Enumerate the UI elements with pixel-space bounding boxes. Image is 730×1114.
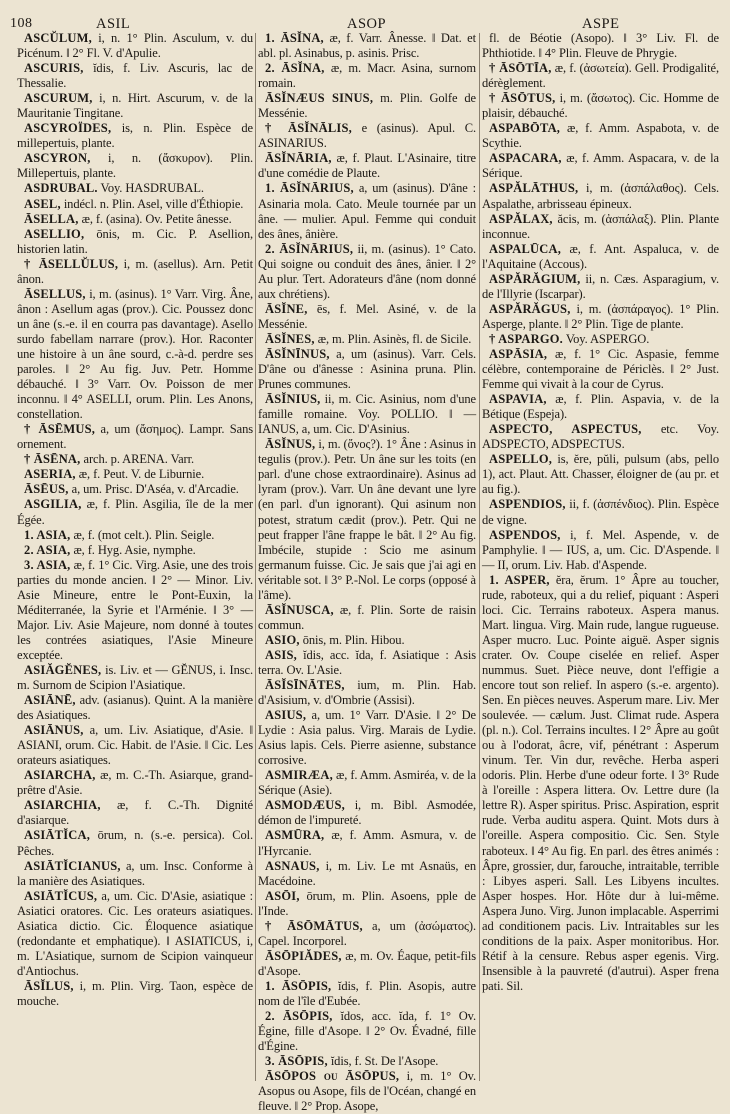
column-rule-right (479, 33, 480, 1081)
dictionary-entry (17, 558, 253, 663)
entry-definition: ii, n. Cæs. Asparagium, v. de l'Illyrie (Iscarpar). (482, 271, 720, 301)
entry-definition: æ, m. C.-Th. Asiarque, grand-prêtre d'Asie. (17, 768, 253, 798)
right-guide-word: ASPE (582, 16, 620, 32)
dictionary-entry (482, 272, 719, 302)
dictionary-entry (258, 648, 476, 678)
dictionary-entry (258, 1054, 476, 1069)
entry-definition: æ, f. 1° Cic. Aspasie, femme célèbre, contemporaine de Périclès. ‖ 2° Just. Femme qui vivait à la cour de Cyrus. (482, 346, 719, 392)
column-right (482, 31, 719, 1085)
dictionary-entry (17, 31, 253, 61)
entry-headword: ASGILIA, (24, 497, 82, 512)
dictionary-entry (258, 302, 476, 332)
entry-headword: ASCŬLUM, (24, 31, 92, 45)
entry-definition: æ, f. Hyg. Asie, nymphe. (73, 542, 196, 557)
entry-headword: ĀSĬLUS, (24, 978, 74, 993)
dictionary-entry (17, 543, 253, 558)
dictionary-entry (258, 678, 476, 708)
entry-definition: æ, f. 1° Cic. Virg. Asie, une des trois parties du monde ancien. ‖ 2° — Minor. Liv. Asie Mineure, entre le Pont-Euxin, la Méditerranée, la Syrie et l'Arménie. ‖ 3° — Major. Liv. Asie Majeure, nom donné à toutes les contrées asiatiques, l'Asie Mineure exceptée. (17, 557, 254, 662)
entry-definition: a, um. Cic. D'Asie, asiatique : Asiatici oratores. Cic. Les orateurs asiatiques. Asiatica dictio. Cic. Éloquence asiatique (redondante et emphatique). ‖ ASIATICUS, i, m. L'Asiatique, surnom de Scipion vainqueur d'Antiochus. (17, 888, 253, 978)
dictionary-entry (17, 497, 253, 527)
entry-headword: ASPAVIA, (489, 392, 547, 407)
entry-headword: 3. ASIA, (24, 557, 71, 572)
entry-definition: æ, f. Plin. Aspavia, v. de la Bétique (Espeja). (482, 392, 720, 422)
dictionary-entry (482, 242, 719, 272)
entry-headword: ASPĂLAX, (489, 211, 553, 226)
entry-headword: † ĀSĬNĀLIS, (265, 121, 352, 136)
dictionary-entry (482, 422, 719, 452)
dictionary-entry (258, 708, 476, 768)
entry-definition: m. Plin. Golfe de Messénie. (258, 91, 476, 121)
dictionary-entry (17, 197, 253, 212)
entry-definition: is, ĕre, pŭli, pulsum (abs, pello 1), act. Plaut. Att. Chasser, éloigner de (au pr. et au fig.). (482, 452, 719, 497)
entry-headword: ASEL, (24, 196, 61, 211)
entry-headword: ASIARCHIA, (24, 798, 101, 813)
dictionary-entry (258, 1009, 476, 1054)
dictionary-entry (482, 347, 719, 392)
entry-definition: i, m. 1° Ov. Asopus ou Asope, fils de l'Océan, changé en fleuve. ‖ 2° Prop. Asope, (258, 1069, 476, 1114)
dictionary-entry (17, 528, 253, 543)
dictionary-entry (17, 798, 253, 828)
center-guide-word: ASOP (347, 16, 387, 32)
entry-definition: a, um (asinus). D'âne : Asinaria mola. Cato. Meule tournée par un âne. — mulier. Apul. Femme qui conduit des ânes, ânière. (258, 181, 476, 241)
entry-definition: adv. (asianus). Quint. A la manière des Asiatiques. (17, 693, 253, 723)
entry-headword: ĀSŌPIĂDES, (265, 948, 342, 963)
dictionary-entry (17, 212, 253, 227)
entry-definition: æ, f. Amm. Aspacara, v. de la Sérique. (482, 151, 719, 181)
entry-definition: æ, f. C.-Th. Dignité d'asiarque. (17, 798, 253, 828)
dictionary-entry (482, 31, 719, 61)
entry-definition: ii, f. (ἀσπένδιος). Plin. Espèce de vigne. (482, 497, 719, 527)
entry-definition: i, m. Plin. Virg. Taon, espèce de mouche. (17, 978, 253, 1008)
entry-headword: ĀSĬNUSCA, (265, 602, 334, 617)
entry-definition: ĭdis, f. St. De l'Asope. (330, 1054, 439, 1069)
entry-definition: æ, f. (mot celt.). Plin. Seigle. (73, 527, 215, 542)
dictionary-entry (17, 151, 253, 181)
dictionary-entry (17, 768, 253, 798)
entry-headword: ASIĀNUS, (24, 723, 84, 738)
dictionary-entry (17, 452, 253, 467)
dictionary-entry (258, 603, 476, 633)
dictionary-entry (258, 31, 476, 61)
entry-definition: æ, f. Amm. Asmiréa, v. de la Sérique (Asie). (258, 768, 476, 798)
entry-headword: 1. ASIA, (24, 527, 71, 542)
dictionary-entry (17, 693, 253, 723)
entry-headword: ASIUS, (265, 708, 307, 723)
entry-definition: fl. de Béotie (Asopo). ‖ 3° Liv. Fl. de Phthiotide. ‖ 4° Plin. Fleuve de Phrygie. (482, 31, 719, 61)
entry-headword: 1. ASPER, (489, 572, 550, 587)
page-number: 108 (10, 16, 33, 31)
dictionary-entry (17, 828, 253, 858)
entry-headword: ASIS, (265, 647, 297, 662)
dictionary-entry (482, 452, 719, 497)
dictionary-entry (482, 528, 719, 573)
entry-headword: ĀSĬNĪNUS, (265, 346, 330, 361)
entry-definition: i, f. Mel. Aspende, v. de Pamphylie. ‖ — IUS, a, um. Cic. D'Aspende. ‖ — II, orum. Liv. Hab. d'Aspende. (482, 527, 719, 572)
dictionary-entry (482, 212, 719, 242)
dictionary-entry (258, 828, 476, 858)
dictionary-entry (258, 768, 476, 798)
entry-definition: i, n. 1° Plin. Asculum, v. du Picénum. ‖ 2° Fl. V. d'Apulie. (17, 31, 253, 61)
entry-headword: ASPACARA, (489, 151, 562, 166)
entry-headword: ASPENDOS, (489, 527, 561, 542)
entry-definition: etc. Voy. ADSPECTO, ADSPECTUS. (482, 422, 719, 452)
dictionary-entry (258, 242, 476, 302)
entry-headword: ASPĂRĂGUS, (489, 301, 571, 316)
entry-definition: ōrum, n. (s.-e. persica). Col. Pêches. (17, 828, 253, 858)
entry-definition: a, um. Insc. Conforme à la manière des Asiatiques. (17, 858, 253, 888)
entry-definition: æ, f. Amm. Aspabota, v. de Scythie. (482, 121, 719, 151)
dictionary-entry (17, 227, 253, 257)
entry-definition: ēs, f. Mel. Asiné, v. de la Messénie. (258, 301, 476, 331)
entry-headword: ASŌI, (265, 888, 300, 903)
dictionary-entry (17, 889, 253, 979)
entry-definition: ium, m. Plin. Hab. d'Asisium, v. d'Ombrie (Assisi). (258, 678, 476, 708)
entry-headword: ĀSŌPOS ou ĀSŌPUS, (265, 1069, 400, 1084)
dictionary-entry (258, 181, 476, 241)
entry-headword: ASPĀSIA, (489, 346, 548, 361)
entry-definition: ĭdis, acc. ĭda, f. Asiatique : Asis terra. Ov. L'Asie. (258, 647, 477, 677)
dictionary-entry (258, 1069, 476, 1114)
dictionary-entry (482, 61, 719, 91)
entry-definition: i, m. (ἄσωτος). Cic. Homme de plaisir, débauché. (482, 91, 719, 121)
dictionary-entry (17, 482, 253, 497)
entry-definition: ĭdos, acc. ĭda, f. 1° Ov. Égine, fille d'Asope. ‖ 2° Ov. Évadné, fille d'Égine. (258, 1009, 476, 1054)
entry-headword: ASELLIO, (24, 226, 85, 241)
dictionary-entry (258, 919, 476, 949)
dictionary-entry (258, 437, 476, 603)
dictionary-entry (258, 979, 476, 1009)
entry-definition: arch. p. ARENA. Varr. (83, 452, 195, 467)
dictionary-entry (17, 422, 253, 452)
entry-headword: ASPĂRĂGIUM, (489, 271, 581, 286)
dictionary-entry (258, 347, 476, 392)
entry-definition: Voy. HASDRUBAL. (100, 181, 204, 196)
dictionary-entry (482, 91, 719, 121)
entry-headword: 1. ĀSŌPIS, (265, 978, 332, 993)
entry-definition: ōnis, m. Cic. P. Asellion, historien latin. (17, 226, 253, 256)
entry-definition: e (asinus). Apul. C. ASINARIUS. (258, 121, 476, 151)
entry-headword: † ĀSELLŬLUS, (24, 256, 119, 271)
entry-headword: ASDRUBAL. (24, 181, 98, 196)
dictionary-entry (482, 573, 719, 994)
entry-headword: 1. ĀSĬNA, (265, 31, 324, 45)
entry-headword: † ĀSĒMUS, (24, 422, 96, 437)
left-guide-word: ASIL (96, 16, 131, 32)
entry-definition: æ, f. Peut. V. de Liburnie. (78, 467, 205, 482)
entry-definition: æ, m. Macr. Asina, surnom romain. (258, 61, 476, 91)
entry-headword: 2. ĀSĬNĀRIUS, (265, 241, 354, 256)
dictionary-entry (258, 61, 476, 91)
entry-definition: is, n. Plin. Espèce de millepertuis, plante. (17, 121, 253, 151)
entry-headword: 1. ĀSĬNĀRIUS, (265, 181, 354, 196)
entry-definition: i, m. Bibl. Asmodée, démon de l'impureté. (258, 798, 476, 828)
entry-definition: ii, m. Cic. Asinius, nom d'une famille romaine. Voy. POLLIO. ‖ — IANUS, a, um. Cic. D'Asinius. (258, 392, 476, 437)
entry-definition: i, m. (ἀσπάλαθος). Cels. Aspalathe, arbrisseau épineux. (482, 181, 719, 211)
dictionary-entry (482, 151, 719, 181)
entry-definition: ōnis, m. Plin. Hibou. (302, 632, 405, 647)
dictionary-entry (258, 151, 476, 181)
entry-headword: ASNAUS, (265, 858, 320, 873)
entry-definition: æ, f. Plin. Asgilia, île de la mer Égée. (17, 497, 253, 527)
entry-definition: a, um. 1° Varr. D'Asie. ‖ 2° De Lydie : Asia palus. Virg. Marais de Lydie. Asius lapis. Cels. Pierre asienne, substance corrosive. (258, 708, 476, 768)
entry-headword: 2. ĀSŌPIS, (265, 1009, 333, 1024)
entry-headword: ĀSĬNES, (265, 331, 315, 346)
entry-definition: ăcis, m. (ἀσπάλαξ). Plin. Plante inconnue. (482, 211, 719, 241)
dictionary-entry (258, 633, 476, 648)
entry-definition: ii, m. (asinus). 1° Cato. Qui soigne ou conduit des ânes, ânier. ‖ 2° Au plur. Tert. Adorateurs d'âne (nom donné aux chrétiens). (258, 241, 477, 301)
dictionary-entry (17, 979, 253, 1009)
entry-headword: ASCYRON, (24, 151, 91, 166)
dictionary-entry (258, 332, 476, 347)
entry-headword: ASCYROÏDES, (24, 121, 112, 136)
entry-definition: æ, f. Plin. Sorte de raisin commun. (258, 602, 476, 632)
dictionary-entry (258, 889, 476, 919)
entry-headword: ASPĂLĀTHUS, (489, 181, 579, 196)
dictionary-entry (258, 859, 476, 889)
entry-definition: æ, f. Plaut. L'Asinaire, titre d'une comédie de Plaute. (258, 151, 476, 181)
entry-headword: 3. ĀSŌPIS, (265, 1054, 328, 1069)
entry-headword: † ĀSŌMĀTUS, (265, 918, 363, 933)
entry-headword: ASIĀTĬCA, (24, 828, 91, 843)
running-header (0, 0, 730, 30)
dictionary-entry (482, 181, 719, 211)
entry-headword: ĀSĬNIUS, (265, 392, 321, 407)
entry-headword: ĀSĬNE, (265, 301, 308, 316)
dictionary-entry (17, 723, 253, 768)
dictionary-entry (17, 91, 253, 121)
entry-definition: a, um (ἀσώματος). Capel. Incorporel. (258, 918, 476, 948)
entry-definition: a, um. Prisc. D'Aséa, v. d'Arcadie. (71, 482, 239, 497)
dictionary-entry (258, 392, 476, 437)
entry-headword: ĀSĬNĀRIA, (265, 151, 332, 166)
dictionary-entry (17, 181, 253, 196)
column-left (17, 31, 253, 1085)
entry-definition: i, m. (asellus). Arn. Petit ânon. (17, 256, 253, 286)
entry-definition: i, m. Liv. Le mt Asnaüs, en Macédoine. (258, 858, 476, 888)
entry-headword: ASPENDIOS, (489, 497, 566, 512)
entry-headword: ASCURUM, (24, 91, 93, 106)
entry-definition: æ, f. (ἀσωτεία). Gell. Prodigalité, dérèglement. (482, 61, 719, 91)
entry-headword: 2. ASIA, (24, 542, 71, 557)
entry-definition: ĭdis, f. Plin. Asopis, autre nom de l'île d'Eubée. (258, 978, 477, 1008)
dictionary-entry (17, 663, 253, 693)
dictionary-entry (482, 332, 719, 347)
entry-definition: i, n. (ἄσκυρον). Plin. Millepertuis, plante. (17, 151, 253, 181)
dictionary-entry (482, 497, 719, 527)
entry-definition: æ, m. Plin. Asinès, fl. de Sicile. (317, 331, 472, 346)
entry-headword: ĀSĬSĪNĀTES, (265, 678, 345, 693)
dictionary-entry (258, 798, 476, 828)
entry-headword: ĀSĬNÆUS SINUS, (265, 91, 374, 106)
entry-headword: ASPABŌTA, (489, 121, 561, 136)
entry-headword: ASIO, (265, 632, 300, 647)
entry-definition: a, um (ἄσημος). Lampr. Sans ornement. (17, 422, 254, 452)
entry-headword: ĀSELLUS, (24, 286, 86, 301)
entry-headword: ASMODÆUS, (265, 798, 345, 813)
dictionary-entry (17, 121, 253, 151)
entry-definition: ōrum, m. Plin. Asoens, pple de l'Inde. (258, 888, 476, 918)
entry-headword: ASIĂGĔNES, (24, 662, 102, 677)
dictionary-entry (17, 257, 253, 287)
entry-definition: is. Liv. et — GĔNUS, i. Insc. m. Surnom de Scipion l'Asiatique. (17, 662, 253, 693)
entry-headword: † ĀSŌTUS, (489, 91, 556, 106)
entry-headword: ASPELLO, (489, 452, 553, 467)
dictionary-entry (482, 302, 719, 332)
entry-definition: æ, f. Amm. Asmura, v. de l'Hyrcanie. (258, 828, 476, 858)
entry-headword: † ĀSŌTĪA, (489, 61, 552, 76)
dictionary-entry (482, 392, 719, 422)
entry-headword: ASIĀNĒ, (24, 693, 76, 708)
entry-headword: ASPALŪCA, (489, 241, 562, 256)
entry-headword: ASIARCHA, (24, 768, 96, 783)
column-middle (258, 31, 477, 1114)
entry-headword: ĀSELLA, (24, 211, 79, 226)
entry-headword: 2. ĀSĬNA, (265, 61, 325, 76)
entry-definition: æ, f. Varr. Ânesse. ‖ Dat. et abl. pl. Asinabus, p. asinis. Prisc. (258, 31, 476, 61)
entry-definition: i, m. (ὄνος?). 1° Âne : Asinus in tegulis (prov.). Petr. Un âne sur les toits (en parl. d'une chose extraordinaire). Asinus ad lyram (prov.). Varr. Un âne devant une lyre (en parl. d'un ignorant). Qui asinum non potest, stratum cædit (prov.). Petr. Qui ne peut frapper l'âne frappe le bât. ‖ 2° Au fig. Imbécile, stupide : Scio me asinum germanum fuisse. Cic. Je sais que j'ai agi en véritable sot. ‖ 3° P.-Nol. Le corps (opposé à l'âme). (258, 437, 476, 602)
entry-definition: i, m. (ἀσπάραγος). 1° Plin. Asperge, plante. ‖ 2° Plin. Tige de plante. (482, 301, 719, 331)
entry-headword: ASMŪRA, (265, 828, 325, 843)
dictionary-entry (17, 859, 253, 889)
entry-headword: ASIĀTĬCUS, (24, 888, 98, 903)
entry-definition: i, n. Hirt. Ascurum, v. de la Mauritanie Tingitane. (17, 91, 253, 121)
entry-headword: † ASPARGO. (489, 331, 563, 346)
entry-definition: indécl. n. Plin. Asel, ville d'Éthiopie. (63, 196, 244, 211)
dictionary-entry (258, 949, 476, 979)
entry-headword: ĀSĒUS, (24, 482, 69, 497)
dictionary-entry (17, 467, 253, 482)
entry-headword: ASCURIS, (24, 61, 84, 76)
dictionary-entry (258, 91, 476, 121)
entry-definition: ĭdis, f. Liv. Ascuris, lac de Thessalie. (17, 61, 253, 91)
entry-definition: a, um (asinus). Varr. Cels. D'âne ou d'ânesse : Asinina pruna. Plin. Prunes communes. (258, 346, 477, 392)
entry-definition: æ, m. Ov. Éaque, petit-fils d'Asope. (258, 948, 476, 978)
entry-headword: ĀSĬNUS, (265, 437, 316, 452)
dictionary-entry (17, 61, 253, 91)
entry-definition: a, um. Liv. Asiatique, d'Asie. ‖ ASIANI, orum. Cic. Habit. de l'Asie. ‖ Cic. Les orateurs asiatiques. (17, 723, 253, 768)
entry-headword: † ĀSĒNA, (24, 452, 81, 467)
entry-headword: ASERIA, (24, 467, 76, 482)
entry-headword: ASPECTO, ASPECTUS, (489, 422, 642, 437)
entry-definition: æ, f. (asina). Ov. Petite ânesse. (81, 211, 232, 226)
entry-definition: Voy. ASPERGO. (565, 331, 650, 346)
entry-definition: ĕra, ĕrum. 1° Âpre au toucher, rude, raboteux, qui a du relief, piquant : Asperi loci. Cic. Terrains raboteux. Aspera manus. Mart. lingua. Virg. Main rude, langue rugueuse. Asper mucro. Luc. Pointe aiguë. Asper signis crater. Ov. Coupe ciselée en relief. Asper nummus. Suet. Pièce neuve, dont l'effigie a encore tout son relief. In aspero (s.-e. argento). Sen. En pièces neuves. Asperum mare. Liv. Mer soulevée. — cælum. Just. Climat rude. Aspera (pl. n.). Col. Terrains incultes. ‖ 2° Âpre au goût ou à l'odorat, âcre, vif, pénétrant : Asperum vinum. Ter. Vin dur, revêche. Herba asperi odoris. Plin. Herbe d'une odeur forte. ‖ 3° Rude à l'oreille : Aspera littera. Ov. Lettre dure (la lettre R). Asper spiritus. Prisc. Aspiration, esprit rude. Verba auditu aspera. Quint. Mots durs à l'oreille. Aspera compositio. Cic. Sen. Style raboteux. ‖ 4° Au fig. En parl. des êtres animés : Âpre, grossier, dur, farouche, intraitable, terrible : Libyes asperi. Sall. Les Libyens incultes. Asper hospes. Hor. Hôte dur à lui-même. Aspera Juno. Virg. Junon implacable. Asperrimi ad conditionem pacis. Liv. Intraitables sur les conditions de la paix. Asper monitoribus. Hor. Rétif à la censure. Rebus asper egenis. Virg. Insensible à la pauvreté (d'autrui). Asper frena pati. Sil. (482, 572, 720, 993)
column-rule-left (255, 33, 256, 1081)
dictionary-entry (482, 121, 719, 151)
dictionary-entry (258, 121, 476, 151)
dictionary-entry (17, 287, 253, 422)
entry-headword: ASMIRÆA, (265, 768, 333, 783)
entry-headword: ASIĀTĬCIANUS, (24, 858, 121, 873)
entry-definition: æ, f. Ant. Aspaluca, v. de l'Aquitaine (Accous). (482, 241, 719, 271)
entry-definition: i, m. (asinus). 1° Varr. Virg. Âne, ânon : Asellum agas (prov.). Cic. Poussez donc un âne (s.-e. il en courra pas davantage). Asello surdo fabellam narrare (prov.). Hor. Raconter une histoire à un âne sourd, c.-à-d. perdre ses paroles. ‖ 2° Au fig. Juv. Petr. Homme débauché. ‖ 3° Varr. Ov. Poisson de mer inconnu. ‖ 4° ASELLI, orum. Plin. Les Anons, constellation. (17, 286, 254, 422)
